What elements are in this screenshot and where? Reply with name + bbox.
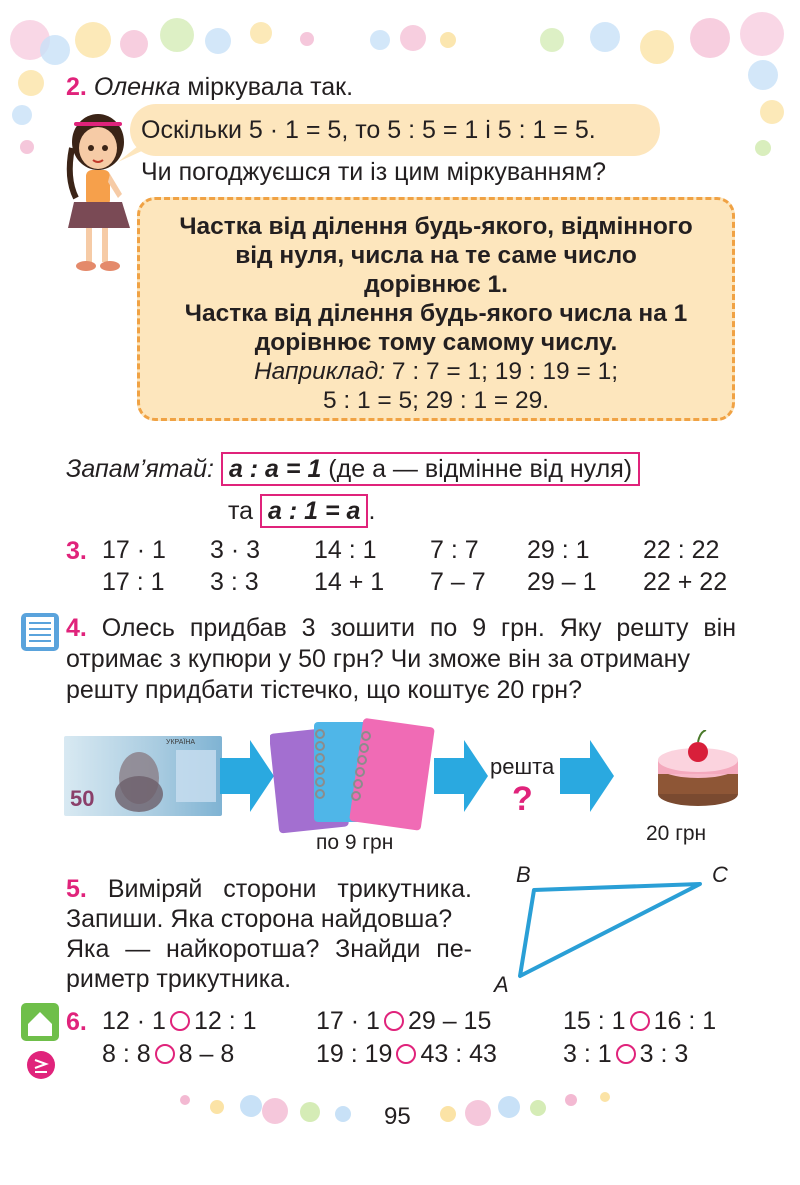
task2-intro-text: міркувала так. <box>180 73 354 101</box>
home-icon <box>20 1002 60 1042</box>
arrow-right-icon <box>434 736 490 816</box>
formula-box-2 <box>260 494 368 528</box>
expr: 22 + 22 <box>643 568 728 596</box>
expr: 14 : 1 <box>314 536 377 564</box>
compare-right: 8 – 8 <box>178 1040 235 1068</box>
task2-name: Оленка <box>93 73 181 101</box>
change-label: решта <box>490 754 555 779</box>
compare-item <box>102 1040 234 1069</box>
banknote-50 <box>64 736 222 816</box>
compare-left: 15 : 1 <box>563 1007 626 1035</box>
example-line-1: 7 : 7 = 1; 19 : 19 = 1; <box>385 358 619 385</box>
remember-label: Запам’ятай: <box>66 455 214 483</box>
task4-line-3: решту придбати тістечко, що коштує 20 грн? <box>66 676 583 704</box>
remember-line-2 <box>228 494 375 528</box>
vertex-c: C <box>712 862 728 887</box>
task4-line-2: отримає з купюри у 50 грн? Чи зможе він за отриману <box>66 645 690 673</box>
task5-number: 5. <box>66 875 87 903</box>
expr: 22 : 22 <box>643 536 720 564</box>
compare-left: 12 · 1 <box>102 1007 166 1035</box>
compare-item <box>102 1007 257 1036</box>
rule-line-1: Частка від ділення будь-якого, відмінного <box>179 213 693 240</box>
task4-number: 4. <box>66 614 87 642</box>
compare-circle[interactable] <box>616 1044 636 1064</box>
cake-price: 20 грн <box>646 822 707 845</box>
expr: 29 : 1 <box>527 536 590 564</box>
compare-right: 3 : 3 <box>639 1040 689 1068</box>
expr: 29 – 1 <box>527 568 597 596</box>
expr: 3 · 3 <box>210 536 261 564</box>
formula-1: a : a = 1 <box>228 455 322 483</box>
task5-line-3: Яка — найкоротша? Знайди пе- <box>66 935 472 963</box>
compare-right: 12 : 1 <box>193 1007 257 1035</box>
example-line-2: 5 : 1 = 5; 29 : 1 = 29. <box>322 387 550 414</box>
banknote-country: УКРАЇНА <box>166 739 196 746</box>
formula-1-note: (де a — відмінне від нуля) <box>321 455 633 483</box>
expr: 17 : 1 <box>102 568 165 596</box>
remember-and: та <box>228 497 254 525</box>
rule-line-5: дорівнює тому самому числу. <box>254 329 618 356</box>
page-number: 95 <box>384 1103 411 1130</box>
compare-item <box>563 1040 688 1069</box>
compare-item <box>563 1007 716 1036</box>
formula-2: a : 1 = a <box>268 497 361 525</box>
task5-line-1 <box>66 874 472 904</box>
compare-right: 29 – 15 <box>407 1007 492 1035</box>
remember-line-1 <box>66 452 640 486</box>
task5-line-2: Запиши. Яка сторона найдовша? <box>66 905 453 933</box>
expr: 3 : 3 <box>210 568 259 596</box>
expr: 7 – 7 <box>430 568 486 596</box>
compare-left: 17 · 1 <box>316 1007 380 1035</box>
formula-box-1 <box>221 452 640 486</box>
task4-line-1 <box>66 613 736 643</box>
compare-circle[interactable] <box>630 1011 650 1031</box>
notebook-icon <box>20 612 60 652</box>
compare-circle[interactable] <box>384 1011 404 1031</box>
rule-line-2: від нуля, числа на те саме число <box>235 242 637 269</box>
expr: 14 + 1 <box>314 568 385 596</box>
rule-box <box>137 197 735 421</box>
task5-line-4: риметр трикутника. <box>66 965 292 993</box>
compare-item <box>316 1040 497 1069</box>
task4-text-1: Олесь придбав 3 зошити по 9 грн. Яку решту він <box>101 614 737 642</box>
cake-illustration <box>650 730 746 814</box>
compare-circle[interactable] <box>155 1044 175 1064</box>
vertex-a: A <box>494 972 509 997</box>
task2-number: 2. <box>66 73 87 101</box>
rule-line-4: Частка від ділення будь-якого числа на 1 <box>184 300 688 327</box>
task3-number: 3. <box>66 537 87 565</box>
rule-example-1 <box>140 357 732 386</box>
task5-text-1: Виміряй сторони трикутника. <box>107 875 472 903</box>
arrow-right-icon <box>220 736 276 816</box>
example-label: Наприклад: <box>253 358 386 385</box>
compare-left: 8 : 8 <box>102 1040 151 1068</box>
question-mark: ? <box>512 780 533 818</box>
notebook-price: по 9 грн <box>316 831 394 854</box>
compare-right: 16 : 1 <box>653 1007 717 1035</box>
vertex-b: B <box>516 862 531 887</box>
compare-circle[interactable] <box>170 1011 190 1031</box>
remember-period: . <box>368 497 376 525</box>
expr: 17 · 1 <box>102 536 166 564</box>
task2-question: Чи погоджуєшся ти із цим міркуванням? <box>141 158 607 186</box>
arrow-right-icon <box>560 736 616 816</box>
compare-right: 43 : 43 <box>420 1040 497 1068</box>
compare-circle[interactable] <box>396 1044 416 1064</box>
task6-number: 6. <box>66 1008 87 1036</box>
compare-left: 19 : 19 <box>316 1040 393 1068</box>
banknote-value: 50 <box>70 786 95 811</box>
compare-item <box>316 1007 491 1036</box>
bubble-text: Оскільки 5 · 1 = 5, то 5 : 5 = 1 і 5 : 1 = 5. <box>141 116 596 144</box>
expr: 7 : 7 <box>430 536 479 564</box>
girl-illustration <box>60 108 138 278</box>
compare-left: 3 : 1 <box>563 1040 612 1068</box>
notebooks-illustration <box>270 716 440 834</box>
rule-line-3: дорівнює 1. <box>364 271 508 298</box>
more-or-less-icon <box>26 1050 56 1080</box>
task2-intro <box>66 72 353 102</box>
